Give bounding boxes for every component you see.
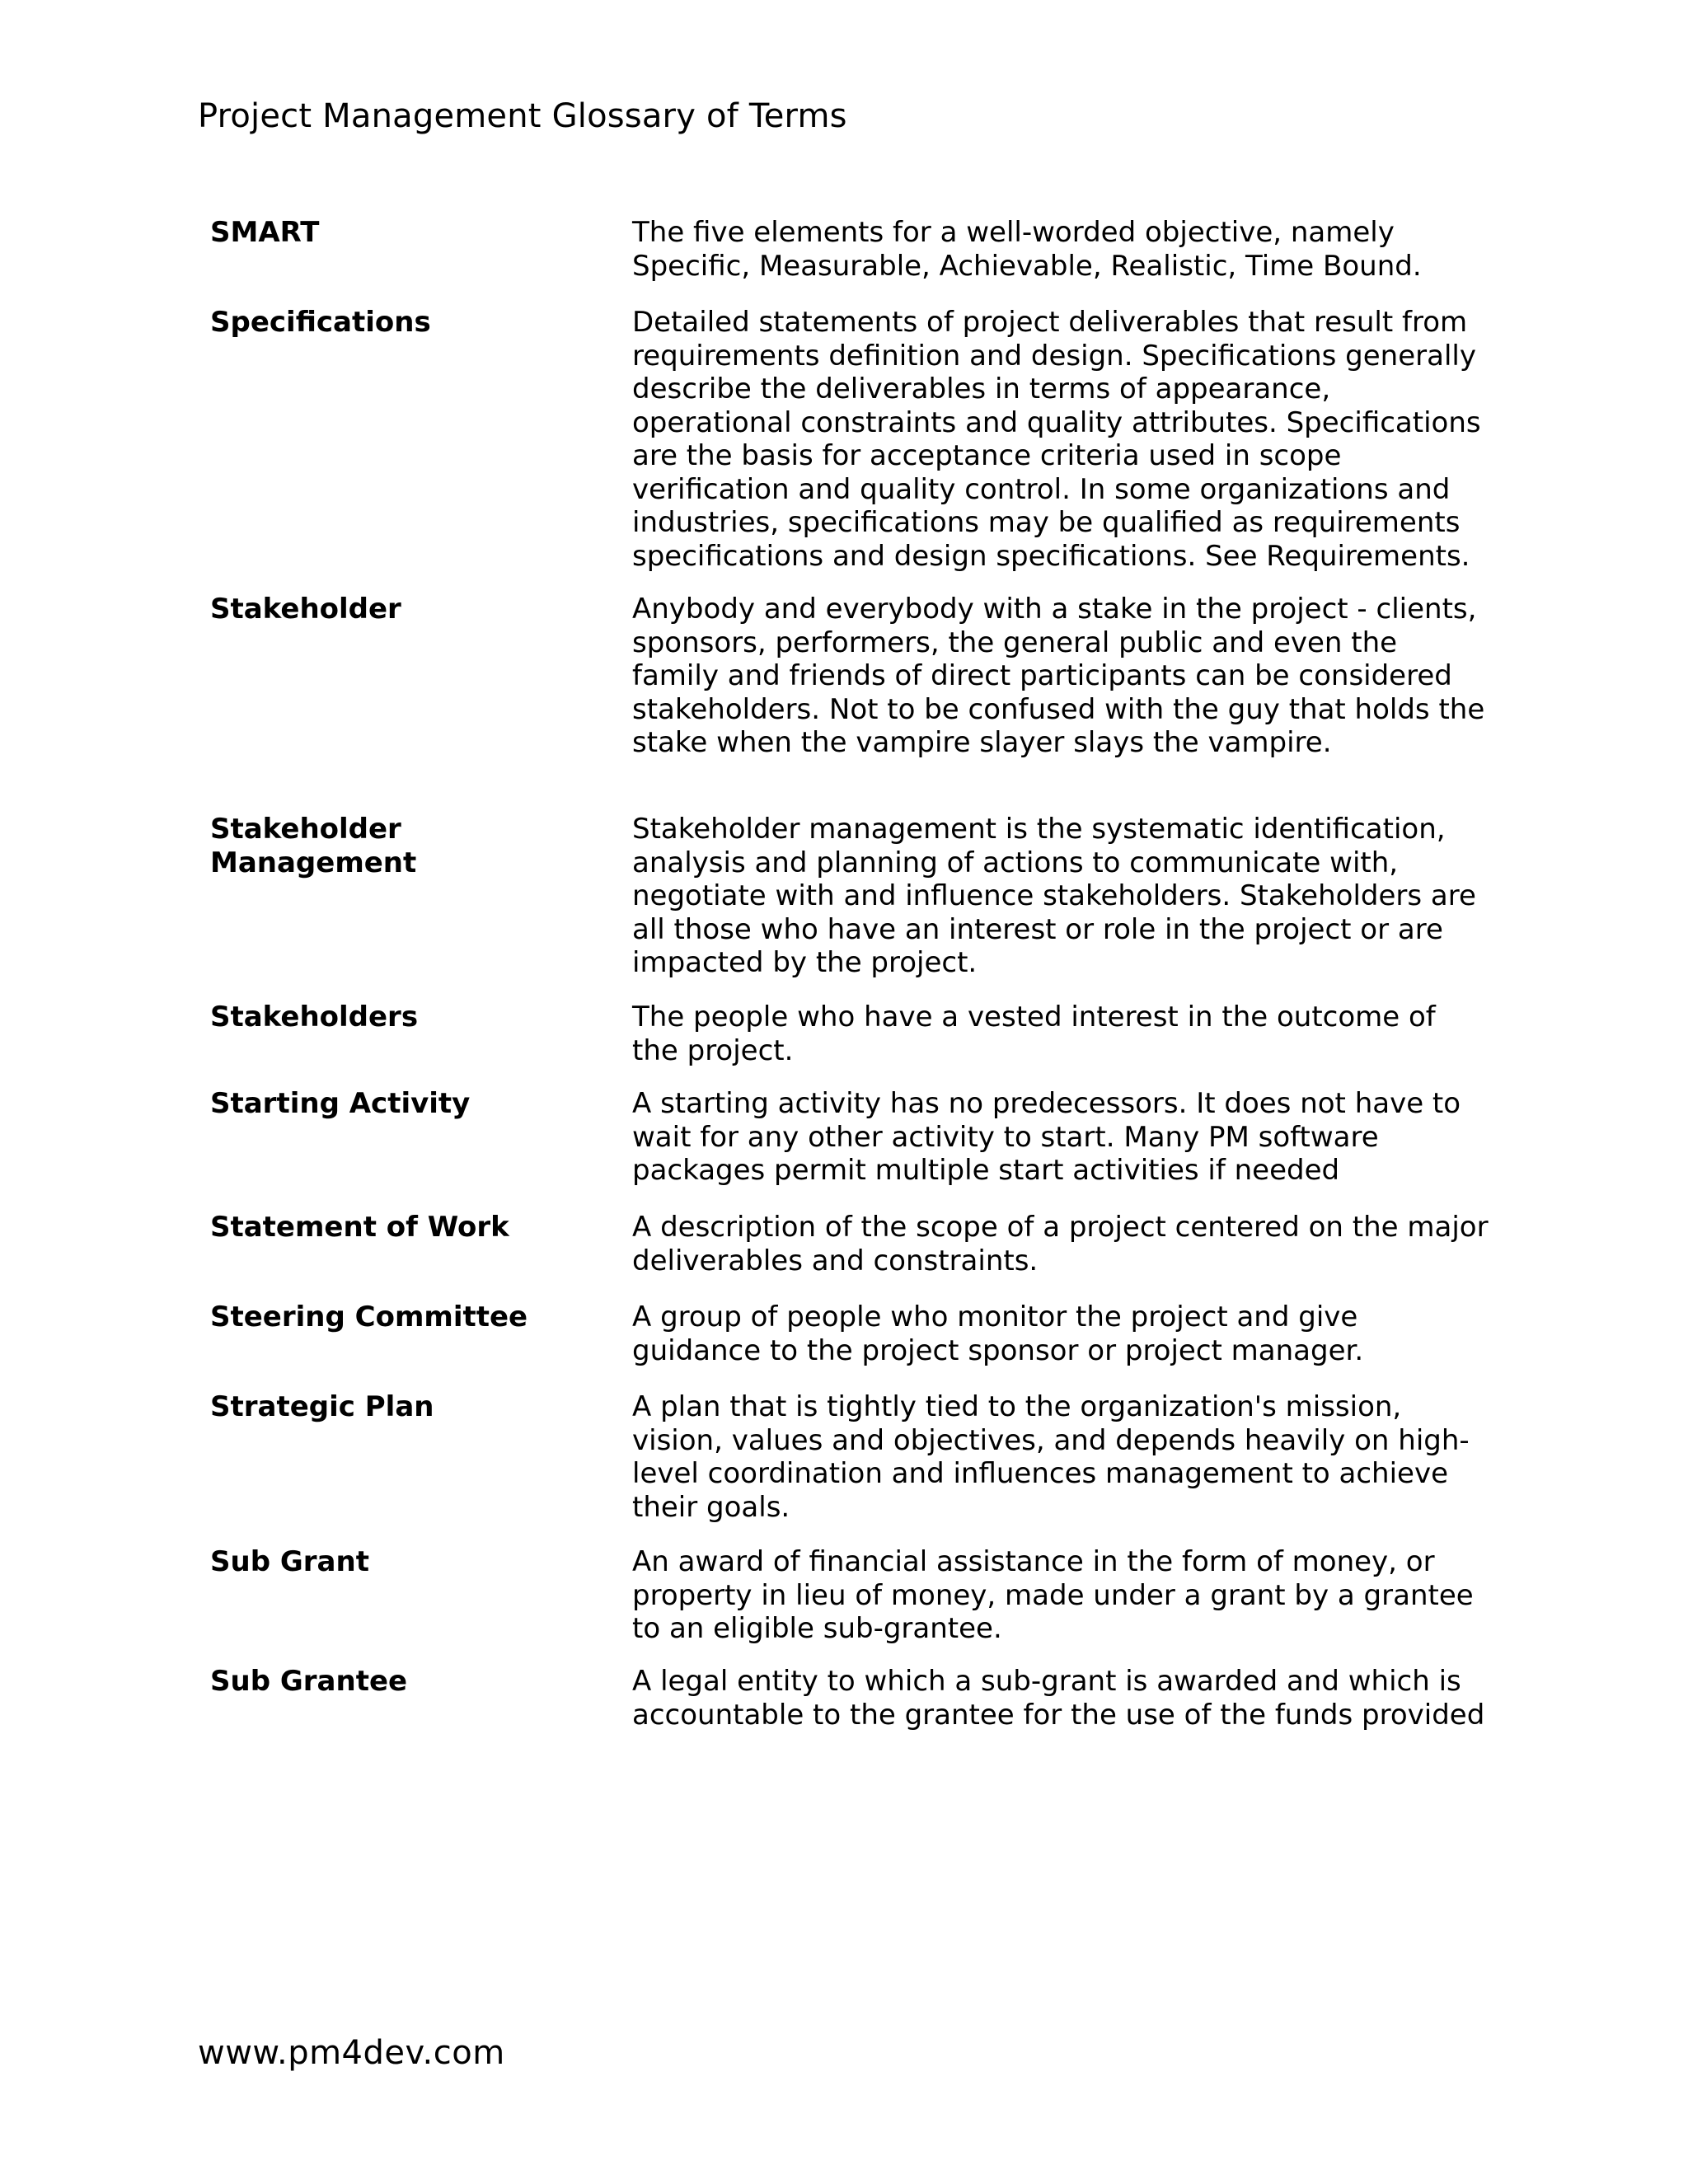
glossary-definition: Anybody and everybody with a stake in the project - clients, sponsors, performers, the general public and even the family and friends of direct participants can be considered stakeholders. Not to be confused with the guy that holds the stake when the vampire slayer slays the vampire. — [632, 593, 1485, 759]
glossary-definition: Detailed statements of project deliverables that result from requirements definition and design. Specifications generally describe the deliverables in terms of appearance, operational constraints and quality attributes. Specifications are the basis for acceptance criteria used in scope verification and quality control. In some organizations and industries, specifications may be qualified as requirements specifications and design specifications. See Requirements. — [632, 306, 1481, 573]
glossary-term: Steering Committee — [210, 1301, 528, 1333]
glossary-term: Sub Grantee — [210, 1665, 408, 1698]
glossary-term: Statement of Work — [210, 1211, 509, 1244]
glossary-term: Starting Activity — [210, 1087, 471, 1120]
glossary-definition: A plan that is tightly tied to the organization's mission, vision, values and objectives, and depends heavily on high-level coordination and influences management to achieve their goals. — [632, 1390, 1470, 1524]
glossary-term: Stakeholders — [210, 1001, 419, 1033]
glossary-definition: The five elements for a well-worded objective, namely Specific, Measurable, Achievable, Realistic, Time Bound. — [632, 216, 1422, 283]
glossary-term: SMART — [210, 216, 320, 249]
glossary-term: Specifications — [210, 306, 431, 339]
glossary-term: Strategic Plan — [210, 1390, 434, 1423]
footer-url: www.pm4dev.com — [198, 2034, 505, 2072]
glossary-term: Stakeholder — [210, 593, 401, 626]
glossary-definition: An award of financial assistance in the form of money, or property in lieu of money, made under a grant by a grantee to an eligible sub-grantee. — [632, 1545, 1474, 1645]
glossary-definition: A starting activity has no predecessors. It does not have to wait for any other activity to start. Many PM software packages permit multiple start activities if needed — [632, 1087, 1461, 1187]
glossary-definition: Stakeholder management is the systematic identification, analysis and planning of actions to communicate with, negotiate with and influence stakeholders. Stakeholders are all those who have an interest or role in the project or are impacted by the project. — [632, 813, 1476, 979]
glossary-definition: A legal entity to which a sub-grant is awarded and which is accountable to the grantee for the use of the funds provided — [632, 1665, 1485, 1732]
glossary-definition: The people who have a vested interest in the outcome of the project. — [632, 1001, 1436, 1067]
glossary-term: Sub Grant — [210, 1545, 369, 1578]
glossary-definition: A group of people who monitor the project and give guidance to the project sponsor or project manager. — [632, 1301, 1364, 1367]
glossary-definition: A description of the scope of a project centered on the major deliverables and constraints. — [632, 1211, 1489, 1277]
glossary-term: Stakeholder Management — [210, 813, 417, 879]
page-title: Project Management Glossary of Terms — [198, 97, 847, 135]
